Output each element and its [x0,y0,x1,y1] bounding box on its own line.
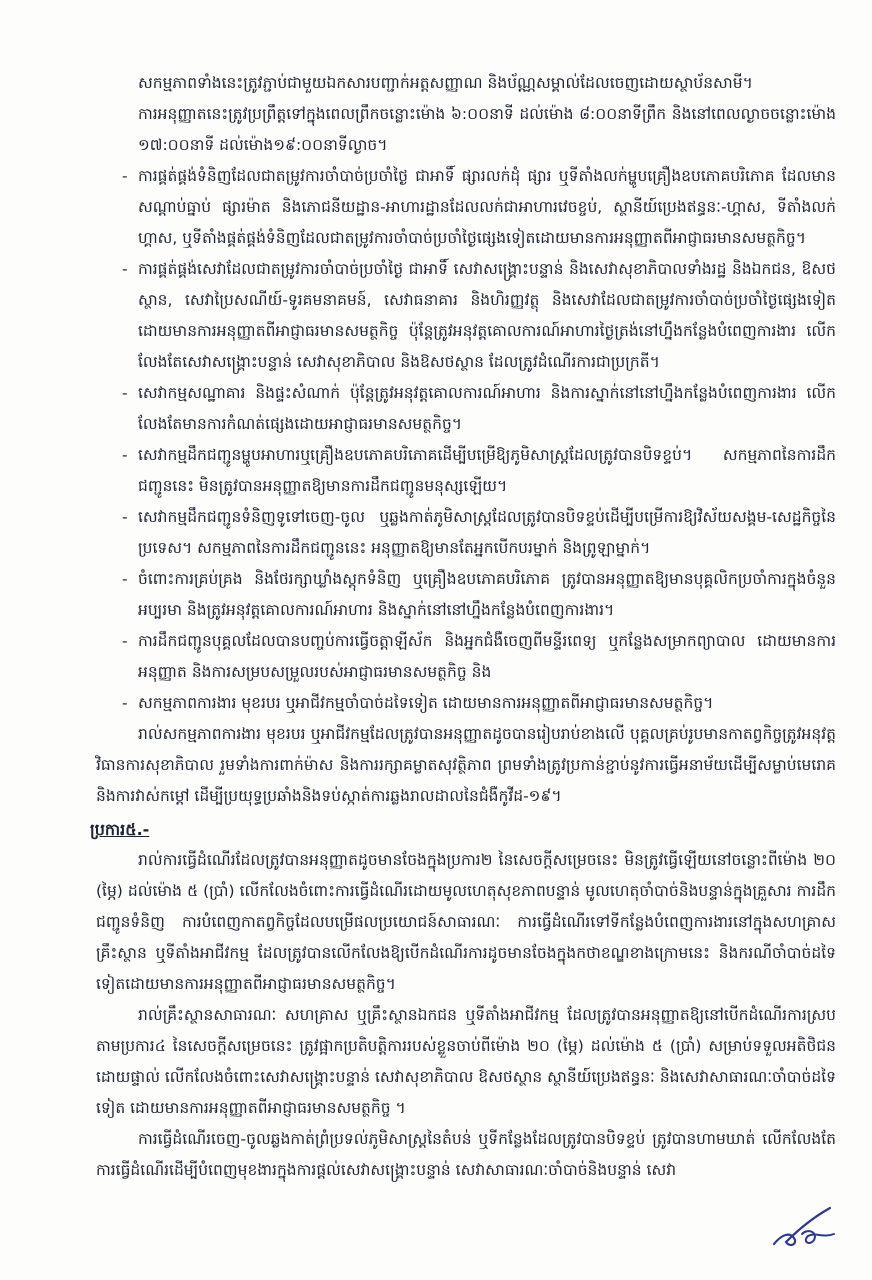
handwritten-signature [768,1204,838,1250]
article-paragraph-2: រាល់គ្រឹះស្ថានសាធារណៈ សហគ្រាស ឬគ្រឹះស្ថានឯកជន ឬទីតាំងអាជីវកម្ម ដែលត្រូវបានអនុញ្ញាតឱ្យនៅបើកដំណើរការស្របតាមប្រការ៤ នៃសេចក្តីសម្រេចនេះ ត្រូវផ្អាកប្រតិបត្តិការរបស់ខ្លួនចាប់ពីម៉ោង ២០ (ម្ភៃ) ដល់ម៉ោង ៥ (ប្រាំ) សម្រាប់ទទួលអតិថិជនដោយផ្ទាល់ លើកលែងចំពោះសេវាសង្គ្រោះបន្ទាន់ សេវាសុខាភិបាល ឱសថស្ថាន ស្ថានីយ៍ប្រេងឥន្ធនៈ និងសេវាសាធារណៈចាំបាច់ដទៃទៀត ដោយមានការអនុញ្ញាតពីអាជ្ញាធរមានសមត្ថកិច្ច ។ [96,1006,836,1117]
dash-bullet-icon: - [122,446,128,464]
list-item [96,440,836,502]
intro-paragraph-1: សកម្មភាពទាំងនេះត្រូវភ្ជាប់ជាមួយឯកសារបញ្ជាក់អត្តសញ្ញាណ និងប័ណ្ណសម្គាល់ដែលចេញដោយស្ថាប័នសាមី។ [138,74,753,92]
list-item-text: ការផ្គត់ផ្គង់ទំនិញដែលជាតម្រូវការចាំបាច់ប្រចាំថ្ងៃ ជាអាទិ៍ ផ្សារលក់ដុំ ផ្សារ ឬទីតាំងលក់ម្ហូបគ្រឿងឧបភោគបរិភោគ ដែលមានសណ្ដាប់ធ្នាប់ ផ្សារម៉ាត និងភោជនីយដ្ឋាន-អាហារដ្ឋានដែលលក់ជាអាហារវេចខ្ចប់, ស្ថានីយ៍ប្រេងឥន្ធនៈ-ហ្គាស, ទីតាំងលក់ហ្គាស, ឬទីតាំងផ្គត់ផ្គង់ទំនិញដែលជាតម្រូវការចាំបាច់ប្រចាំថ្ងៃផ្សេងទៀតដោយមានការអនុញ្ញាតពីអាជ្ញាធរមានសមត្ថកិច្ច។ [138,167,836,247]
list-item-text: ចំពោះការគ្រប់គ្រង និងថែរក្សាឃ្លាំងស្តុកទំនិញ ឬគ្រឿងឧបភោគបរិភោគ ត្រូវបានអនុញ្ញាតឱ្យមានបុគ្គលិកប្រចាំការក្នុងចំនួនអប្បរមា និងត្រូវអនុវត្តគោលការណ៍អាហារ និងស្នាក់នៅនៅហ្នឹងកន្លែងបំពេញការងារ។ [138,570,836,619]
dash-bullet-icon: - [122,694,128,712]
article-heading: ប្រការ៥.- [90,820,150,839]
list-item [96,688,836,719]
dash-bullet-icon: - [122,570,128,588]
list-item-text: សេវាកម្មដឹកជញ្ជូនទំនិញទូទៅចេញ-ចូល ឬឆ្លងកាត់ភូមិសាស្ត្រដែលត្រូវបានបិទខ្ទប់ដើម្បីបម្រើការឱ្យវិស័យសង្គម-សេដ្ឋកិច្ចនៃប្រទេស។ សកម្មភាពនៃការដឹកជញ្ជូននេះ អនុញ្ញាតឱ្យមានតែអ្នកបើកបរម្នាក់ និងព្រូឡាម្នាក់។ [138,508,836,557]
dash-bullet-icon: - [122,384,128,402]
intro-paragraph-2: ការអនុញ្ញាតនេះត្រូវប្រព្រឹត្តទៅក្នុងពេលព្រឹកចន្លោះម៉ោង ៦:០០នាទី ដល់ម៉ោង ៨:០០នាទីព្រឹក និងនៅពេលល្ងាចចន្លោះម៉ោង ១៧:០០នាទី ដល់ម៉ោង១៩:០០នាទីល្ងាច។ [138,105,836,154]
article-paragraph-1: រាល់ការធ្វើដំណើរដែលត្រូវបានអនុញ្ញាតដូចមានចែងក្នុងប្រការ២ នៃសេចក្តីសម្រេចនេះ មិនត្រូវធ្វើឡើយនៅចន្លោះពីម៉ោង ២០ (ម្ភៃ) ដល់ម៉ោង ៥ (ប្រាំ) លើកលែងចំពោះការធ្វើដំណើរដោយមូលហេតុសុខភាពបន្ទាន់ មូលហេតុចាំបាច់និងបន្ទាន់ក្នុងគ្រួសារ ការដឹកជញ្ជូនទំនិញ ការបំពេញកាតព្វកិច្ចដែលបម្រើផលប្រយោជន៍សាធារណៈ ការធ្វើដំណើរទៅទីកន្លែងបំពេញការងារនៅក្នុងសហគ្រាស គ្រឹះស្ថាន ឬទីតាំងអាជីវកម្ម ដែលត្រូវបានលើកលែងឱ្យបើកដំណើរការដូចមានចែងក្នុងកថាខណ្ឌខាងក្រោមនេះ និងករណីចាំបាច់ដទៃទៀតដោយមានការអនុញ្ញាតពីអាជ្ញាធរមានសមត្ថកិច្ច។ [96,851,836,993]
list-item [96,254,836,378]
list-item [96,626,836,688]
closing-paragraph: រាល់សកម្មភាពការងារ មុខរបរ ឬអាជីវកម្មដែលត្រូវបានអនុញ្ញាតដូចបានរៀបរាប់ខាងលើ បុគ្គលគ្រប់រូបមានកាតព្វកិច្ចត្រូវអនុវត្តវិធានការសុខាភិបាល រួមទាំងការពាក់ម៉ាស និងការរក្សាគម្លាតសុវត្ថិភាព ព្រមទាំងត្រូវប្រកាន់ខ្ជាប់នូវការធ្វើអនាម័យដើម្បីសម្លាប់មេរោគ និងការវាស់កម្តៅ ដើម្បីប្រយុទ្ធប្រឆាំងនិងទប់ស្កាត់ការឆ្លងរាលដាលនៃជំងឺកូវីដ-១៩។ [96,725,836,805]
list-item [96,502,836,564]
document-body [90,68,836,1186]
dash-bullet-icon: - [122,167,128,185]
list-item-text: ការដឹកជញ្ជូនបុគ្គលដែលបានបញ្ចប់ការធ្វើចត្តាឡីស័ក និងអ្នកជំងឺចេញពីមន្ទីរពេទ្យ ឬកន្លែងសម្រាកព្យាបាល ដោយមានការអនុញ្ញាត និងការសម្របសម្រួលរបស់អាជ្ញាធរមានសមត្ថកិច្ច និង [138,632,836,681]
list-item [96,564,836,626]
dash-bullet-icon: - [122,260,128,278]
list-item [96,161,836,254]
dash-bullet-icon: - [122,632,128,650]
list-item [96,378,836,440]
article-paragraph-3: ការធ្វើដំណើរចេញ-ចូលឆ្លងកាត់ព្រំប្រទល់ភូមិសាស្ត្រនៃតំបន់ ឬទីកន្លែងដែលត្រូវបានបិទខ្ទប់ ត្រូវបានហាមឃាត់ លើកលែងតែការធ្វើដំណើរដើម្បីបំពេញមុខងារក្នុងការផ្តល់សេវាសង្គ្រោះបន្ទាន់ សេវាសាធារណៈចាំបាច់និងបន្ទាន់ សេវា [96,1130,836,1179]
list-item-text: ការផ្គត់ផ្គង់សេវាដែលជាតម្រូវការចាំបាច់ប្រចាំថ្ងៃ ជាអាទិ៍ សេវាសង្គ្រោះបន្ទាន់ និងសេវាសុខាភិបាលទាំងរដ្ឋ និងឯកជន, ឱសថស្ថាន, សេវាប្រៃសណីយ៍-ទូរគមនាគមន៍, សេវាធនាគារ និងហិរញ្ញវត្ថុ និងសេវាដែលជាតម្រូវការចាំបាច់ប្រចាំថ្ងៃផ្សេងទៀតដោយមានការអនុញ្ញាតពីអាជ្ញាធរមានសមត្ថកិច្ច ប៉ុន្តែត្រូវអនុវត្តគោលការណ៍អាហារថ្ងៃត្រង់នៅហ្នឹងកន្លែងបំពេញការងារ លើកលែងតែសេវាសង្គ្រោះបន្ទាន់ សេវាសុខាភិបាល និងឱសថស្ថាន ដែលត្រូវដំណើរការជាប្រក្រតី។ [138,260,836,371]
list-item-text: សេវាកម្មដឹកជញ្ជូនម្ហូបអាហារឬគ្រឿងឧបភោគបរិភោគដើម្បីបម្រើឱ្យភូមិសាស្ត្រដែលត្រូវបានបិទខ្ទប់។ សកម្មភាពនៃការដឹកជញ្ជូននេះ មិនត្រូវបានអនុញ្ញាតឱ្យមានការដឹកជញ្ជូនមនុស្សឡើយ។ [138,446,836,495]
dash-bullet-icon: - [122,508,128,526]
list-item-text: សេវាកម្មសណ្ឋាគារ និងផ្ទះសំណាក់ ប៉ុន្តែត្រូវអនុវត្តគោលការណ៍អាហារ និងការស្នាក់នៅនៅហ្នឹងកន្លែងបំពេញការងារ លើកលែងតែមានការកំណត់ផ្សេងដោយអាជ្ញាធរមានសមត្ថកិច្ច។ [138,384,836,433]
list-item-text: សកម្មភាពការងារ មុខរបរ ឬអាជីវកម្មចាំបាច់ដទៃទៀត ដោយមានការអនុញ្ញាតពីអាជ្ញាធរមានសមត្ថកិច្ច។ [138,694,714,712]
